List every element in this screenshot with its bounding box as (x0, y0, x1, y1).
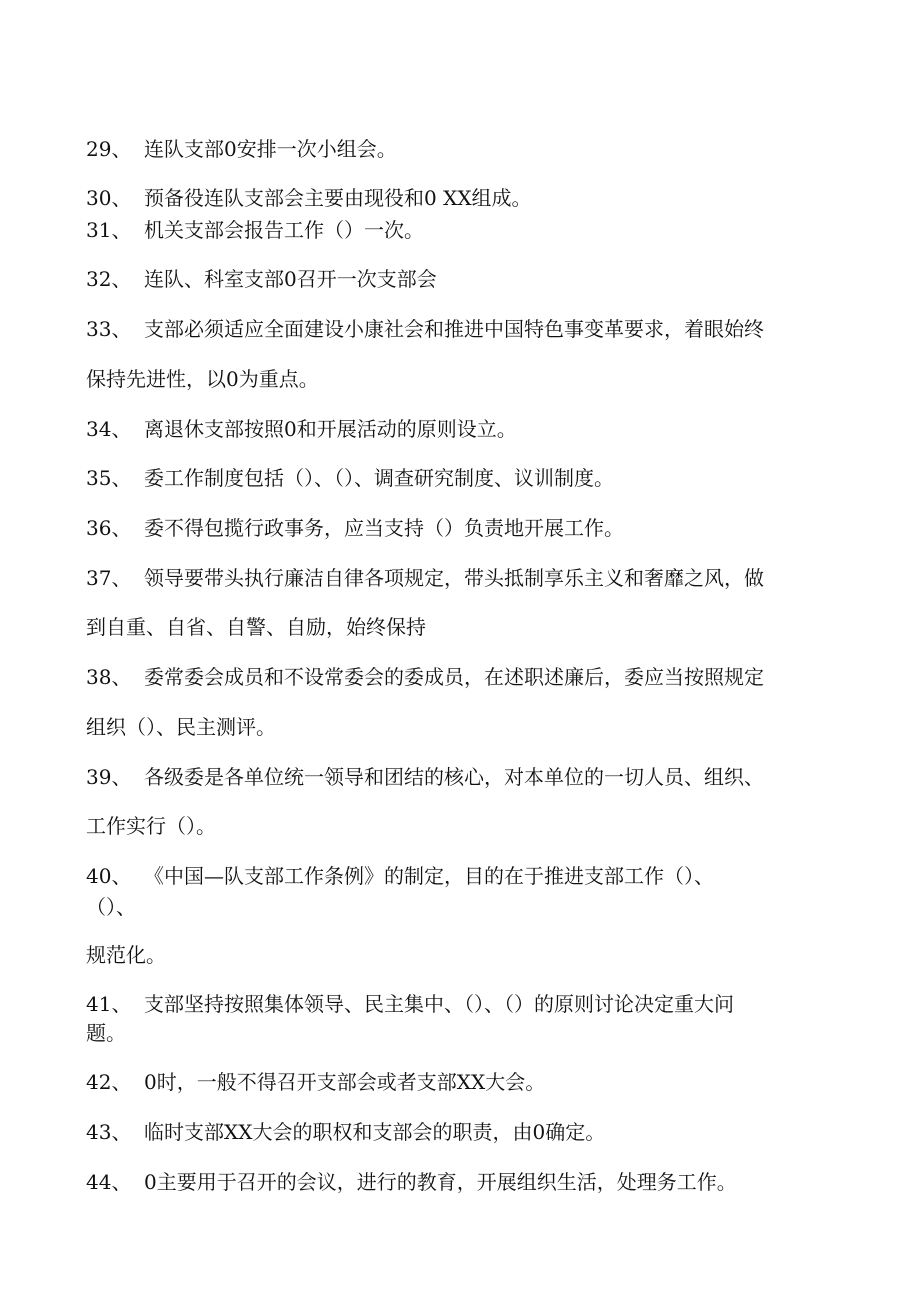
question-33 (86, 317, 764, 341)
question-number: 38、 (86, 665, 132, 689)
question-text: 各级委是各单位统一领导和团结的核心，对本单位的一切人员、组织、 (144, 765, 764, 789)
question-number: 33、 (86, 317, 132, 341)
question-44 (86, 1170, 737, 1194)
question-text: 连队、科室支部0召开一次支部会 (144, 267, 437, 291)
question-number: 44、 (86, 1170, 132, 1194)
question-text: 领导要带头执行廉洁自律各项规定，带头抵制享乐主义和奢靡之风，做 (144, 566, 764, 590)
question-38 (86, 665, 764, 689)
question-40-continuation-1: （）、 (86, 895, 136, 919)
question-number: 29、 (86, 137, 132, 161)
question-43 (86, 1120, 605, 1144)
question-39-continuation: 工作实行（）。 (86, 814, 216, 838)
question-text: 委不得包揽行政事务，应当支持（）负责地开展工作。 (144, 516, 624, 540)
question-33-continuation: 保持先进性，以0为重点。 (86, 367, 319, 391)
question-32 (86, 267, 437, 291)
question-29 (86, 137, 397, 161)
question-42 (86, 1070, 545, 1094)
question-number: 42、 (86, 1070, 132, 1094)
question-text: 支部坚持按照集体领导、民主集中、（）、（）的原则讨论决定重大问 (144, 992, 734, 1016)
question-text: 支部必须适应全面建设小康社会和推进中国特色事变革要求，着眼始终 (144, 317, 764, 341)
question-number: 43、 (86, 1120, 132, 1144)
question-40 (86, 864, 714, 888)
question-text: 离退休支部按照0和开展活动的原则设立。 (144, 417, 517, 441)
question-text: 0主要用于召开的会议，进行的教育，开展组织生活，处理务工作。 (144, 1170, 737, 1194)
question-41 (86, 992, 734, 1016)
question-37 (86, 566, 764, 590)
question-text: 委常委会成员和不设常委会的委成员，在述职述廉后，委应当按照规定 (144, 665, 764, 689)
question-text: 连队支部0安排一次小组会。 (144, 137, 397, 161)
question-37-continuation: 到自重、自省、自警、自励，始终保持 (86, 615, 426, 639)
question-31 (86, 218, 424, 242)
question-number: 36、 (86, 516, 132, 540)
question-36 (86, 516, 624, 540)
question-40-continuation-2: 规范化。 (86, 943, 166, 967)
question-number: 35、 (86, 466, 132, 490)
question-text: 委工作制度包括（）、（）、调查研究制度、议训制度。 (144, 466, 614, 490)
question-number: 32、 (86, 267, 132, 291)
question-34 (86, 417, 517, 441)
question-39 (86, 765, 764, 789)
question-number: 39、 (86, 765, 132, 789)
question-35 (86, 466, 614, 490)
question-number: 41、 (86, 992, 132, 1016)
question-text: 机关支部会报告工作（）一次。 (144, 218, 424, 242)
question-number: 34、 (86, 417, 132, 441)
question-text: 临时支部XX大会的职权和支部会的职责，由0确定。 (144, 1120, 606, 1144)
question-text: 预备役连队支部会主要由现役和0 XX组成。 (144, 186, 532, 210)
question-number: 37、 (86, 566, 132, 590)
question-number: 40、 (86, 864, 132, 888)
question-text: 《中国—队支部工作条例》的制定，目的在于推进支部工作（）、 (144, 864, 714, 888)
question-number: 30、 (86, 186, 132, 210)
question-text: 0时，一般不得召开支部会或者支部XX大会。 (144, 1070, 546, 1094)
question-30 (86, 186, 532, 210)
question-38-continuation: 组织（）、民主测评。 (86, 715, 276, 739)
question-number: 31、 (86, 218, 132, 242)
question-41-continuation: 题。 (86, 1021, 126, 1045)
